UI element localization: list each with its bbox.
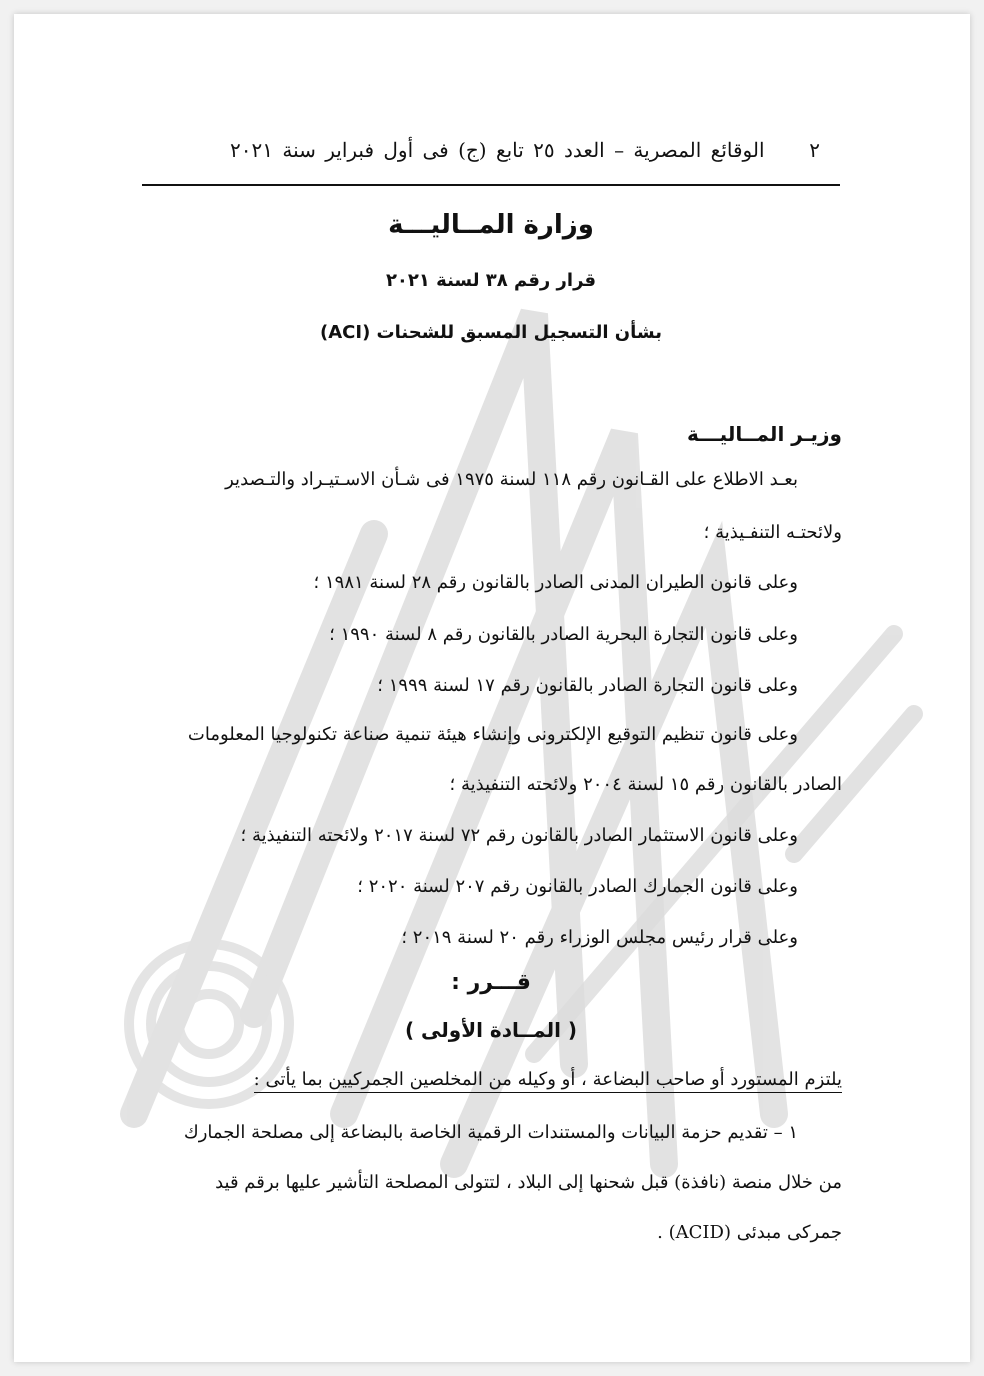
- article-intro-text: يلتزم المستورد أو صاحب البضاعة ، أو وكيله من المخلصين الجمركيين بما يأتى :: [254, 1069, 842, 1093]
- preamble-paragraph-7: وعلى قانون الجمارك الصادر بالقانون رقم ٢٠٧ لسنة ٢٠٢٠ ؛: [357, 876, 798, 897]
- decree-heading: قـــرر :: [451, 970, 531, 995]
- preamble-paragraph-4: وعلى قانون التجارة الصادر بالقانون رقم ١٧ لسنة ١٩٩٩ ؛: [377, 675, 798, 696]
- preamble-paragraph-5-line-2: الصادر بالقانون رقم ١٥ لسنة ٢٠٠٤ ولائحته التنفيذية ؛: [449, 774, 842, 795]
- running-header: [230, 138, 820, 162]
- preamble-paragraph-6: وعلى قانون الاستثمار الصادر بالقانون رقم ٧٢ لسنة ٢٠١٧ ولائحته التنفيذية ؛: [240, 825, 798, 846]
- article-item-1-line-2: من خلال منصة (نافذة) قبل شحنها إلى البلاد ، لتتولى المصلحة التأشير عليها برقم قيد: [215, 1172, 842, 1193]
- header-rule: [142, 184, 840, 186]
- preamble-paragraph-5-line-1: وعلى قانون تنظيم التوقيع الإلكترونى وإنشاء هيئة تنمية صناعة تكنولوجيا المعلومات: [187, 724, 798, 745]
- preamble-paragraph-8: وعلى قرار رئيس مجلس الوزراء رقم ٢٠ لسنة ٢٠١٩ ؛: [401, 927, 798, 948]
- decision-subject: بشأن التسجيل المسبق للشحنات (ACI): [319, 322, 663, 343]
- running-title: الوقائع المصرية – العدد ٢٥ تابع (ج) فى أول فبراير سنة ٢٠٢١: [230, 138, 765, 162]
- minister-title: وزيـر المــاليـــة: [687, 422, 842, 446]
- preamble-paragraph-3: وعلى قانون التجارة البحرية الصادر بالقانون رقم ٨ لسنة ١٩٩٠ ؛: [329, 624, 798, 645]
- document-page: [14, 14, 970, 1362]
- article-intro: [254, 1069, 842, 1090]
- preamble-paragraph-1-line-2: ولائحتـه التنفـيذية ؛: [703, 522, 842, 543]
- preamble-paragraph-2: وعلى قانون الطيران المدنى الصادر بالقانون رقم ٢٨ لسنة ١٩٨١ ؛: [313, 572, 798, 593]
- preamble-paragraph-1-line-1: بعـد الاطلاع على القـانون رقم ١١٨ لسنة ١٩٧٥ فى شـأن الاسـتيـراد والتـصدير: [225, 469, 798, 490]
- page-number: ٢: [809, 138, 820, 162]
- ministry-title: وزارة المــاليـــة: [388, 210, 594, 240]
- article-one-heading: ( المــادة الأولى ): [404, 1018, 578, 1042]
- article-item-1-line-1: ١ – تقديم حزمة البيانات والمستندات الرقمية الخاصة بالبضاعة إلى مصلحة الجمارك: [183, 1122, 798, 1143]
- article-item-1-line-3: جمركى مبدئى (ACID) .: [657, 1222, 842, 1243]
- decision-title: قرار رقم ٣٨ لسنة ٢٠٢١: [385, 270, 597, 291]
